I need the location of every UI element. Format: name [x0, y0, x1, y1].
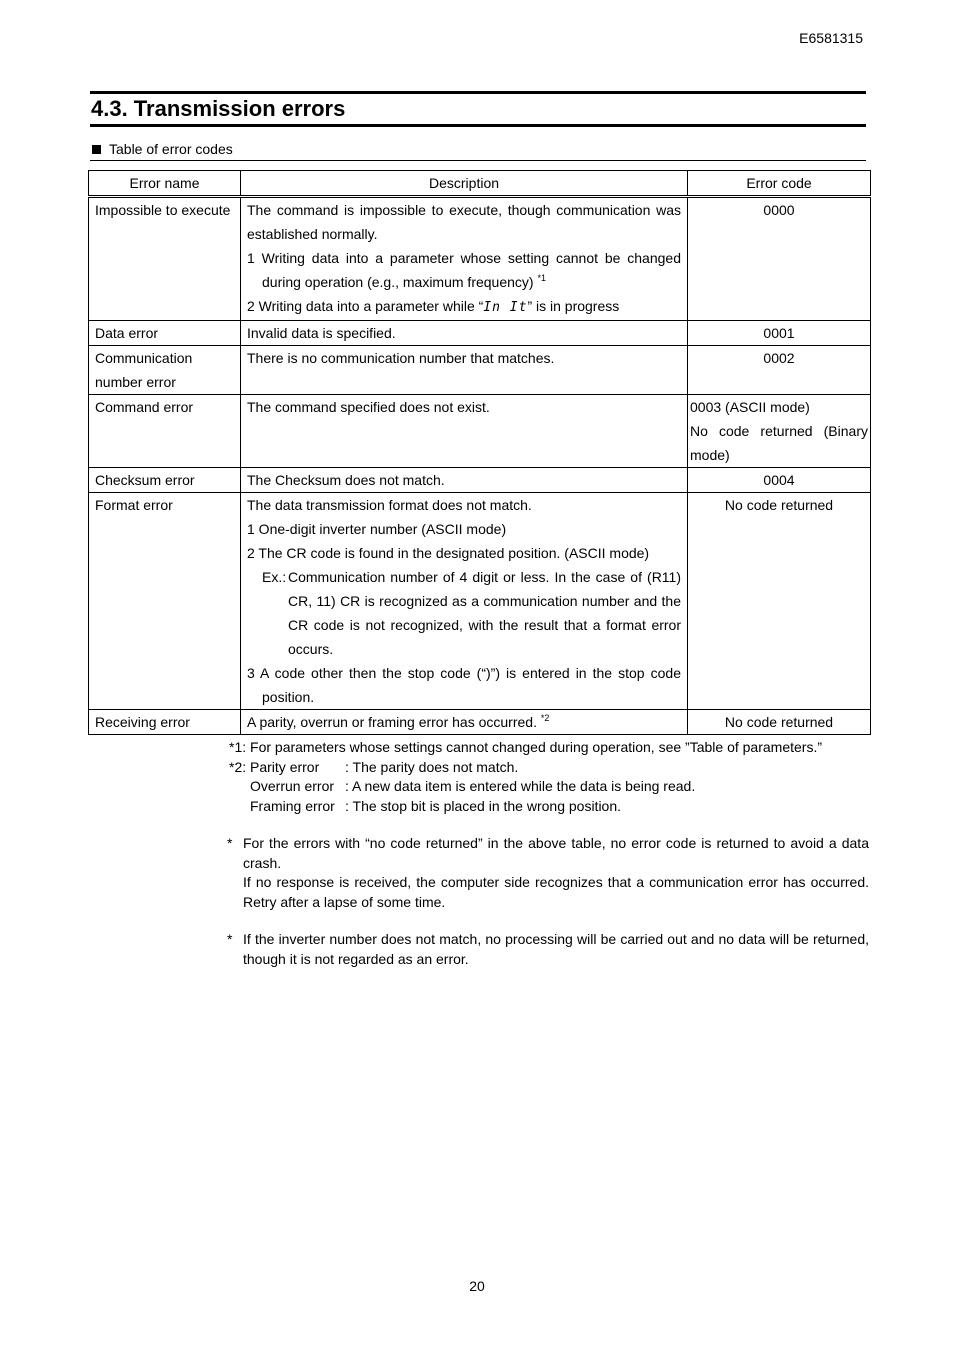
description-text: The command is impossible to execute, though communication was established normally.: [247, 202, 681, 242]
description-item-text: ” is in progress: [527, 298, 620, 314]
error-code: 0004: [688, 468, 871, 493]
description-item: 3 A code other then the stop code (“)”) is entered in the stop code position.: [247, 665, 681, 705]
footnote-2-overrun: [229, 777, 869, 797]
description-item: 1 One-digit inverter number (ASCII mode): [247, 521, 507, 537]
table-header-row: [89, 171, 871, 197]
error-name: Impossible to execute: [89, 197, 241, 321]
description-item: [247, 246, 681, 294]
table-row: [89, 493, 871, 710]
footnote-text: : A new data item is entered while the data is being read.: [345, 778, 696, 794]
error-code-line: No code returned (Binary mode): [690, 423, 868, 463]
error-description: [241, 197, 688, 321]
error-description: There is no communication number that matches.: [241, 346, 688, 395]
error-code: No code returned: [688, 710, 871, 735]
example-label: Ex.:: [262, 569, 287, 585]
table-row: [89, 710, 871, 735]
table-row: [89, 197, 871, 321]
footnote-1: *1: For parameters whose settings cannot changed during operation, see ”Table of parameters.”: [229, 739, 822, 755]
section-title: 4.3. Transmission errors: [91, 96, 346, 121]
footnote-ref: *2: [540, 713, 550, 723]
remark-inverter-number: [227, 930, 869, 969]
footnote-2-framing: [229, 797, 869, 817]
description-item-text: 2 Writing data into a parameter while “: [247, 298, 484, 314]
error-name: Format error: [89, 493, 241, 710]
error-code: 0001: [688, 321, 871, 346]
remark-mark: *: [227, 835, 233, 851]
error-code: 0000: [688, 197, 871, 321]
footnote-2: [229, 758, 869, 778]
error-description: The Checksum does not match.: [241, 468, 688, 493]
error-name: Receiving error: [89, 710, 241, 735]
error-description: Invalid data is specified.: [241, 321, 688, 346]
error-description: The command specified does not exist.: [241, 395, 688, 468]
remark-no-code: [227, 834, 869, 912]
footnote-label: Framing error: [250, 797, 335, 814]
footnote-text: : The parity does not match.: [345, 758, 519, 775]
remark-text: For the errors with “no code returned” in the above table, no error code is returned to avoid a data crash.: [243, 835, 869, 871]
error-name: Checksum error: [89, 468, 241, 493]
error-description: [241, 493, 688, 710]
error-code-line: 0003 (ASCII mode): [690, 399, 810, 415]
header-error-code: Error code: [688, 171, 871, 197]
description-item-text: 1 Writing data into a parameter whose setting cannot be changed during operation (e.g., maximum frequency): [247, 250, 681, 290]
header-description: Description: [241, 171, 688, 197]
description-text: The data transmission format does not match.: [247, 497, 532, 513]
description-text: A parity, overrun or framing error has occurred.: [247, 714, 537, 730]
table-caption-bar: [90, 140, 866, 161]
bullet-square-icon: [92, 145, 101, 154]
error-code-table: [88, 170, 871, 735]
remark-text: If no response is received, the computer side recognizes that a communication error has occurred. Retry after a lapse of some time.: [243, 874, 869, 910]
footnote-ref: *1: [537, 273, 546, 283]
error-name: Command error: [89, 395, 241, 468]
error-code: 0002: [688, 346, 871, 395]
header-error-name: Error name: [89, 171, 241, 197]
remark-text: If the inverter number does not match, no processing will be carried out and no data will be returned, though it is not regarded as an error.: [243, 931, 869, 967]
panel-display-text: In It: [483, 300, 528, 315]
example-text: Communication number of 4 digit or less. In the case of (R11) CR, 11) CR is recognized as a communication number and the CR code is not recognized, with the result that a format error occurs.: [288, 569, 681, 657]
footnote-text: : The stop bit is placed in the wrong position.: [345, 797, 622, 814]
section-heading: [90, 91, 866, 127]
description-item: 2 The CR code is found in the designated position. (ASCII mode): [247, 545, 650, 561]
table-row: [89, 468, 871, 493]
error-code: No code returned: [688, 493, 871, 710]
footnote-label: Overrun error: [250, 778, 335, 794]
table-row: [89, 321, 871, 346]
document-number: E6581315: [799, 30, 863, 46]
example-block: [247, 565, 681, 661]
error-code: [688, 395, 871, 468]
table-row: [89, 346, 871, 395]
table-caption: Table of error codes: [109, 141, 233, 157]
remark-mark: *: [227, 931, 233, 947]
footnotes: [229, 738, 869, 816]
table-row: [89, 395, 871, 468]
error-name: Data error: [89, 321, 241, 346]
description-item: [247, 294, 681, 320]
page-number: 20: [469, 1278, 485, 1294]
error-description: [241, 710, 688, 735]
footnote-label: *2: Parity error: [229, 758, 320, 775]
error-name: Communication number error: [89, 346, 241, 395]
